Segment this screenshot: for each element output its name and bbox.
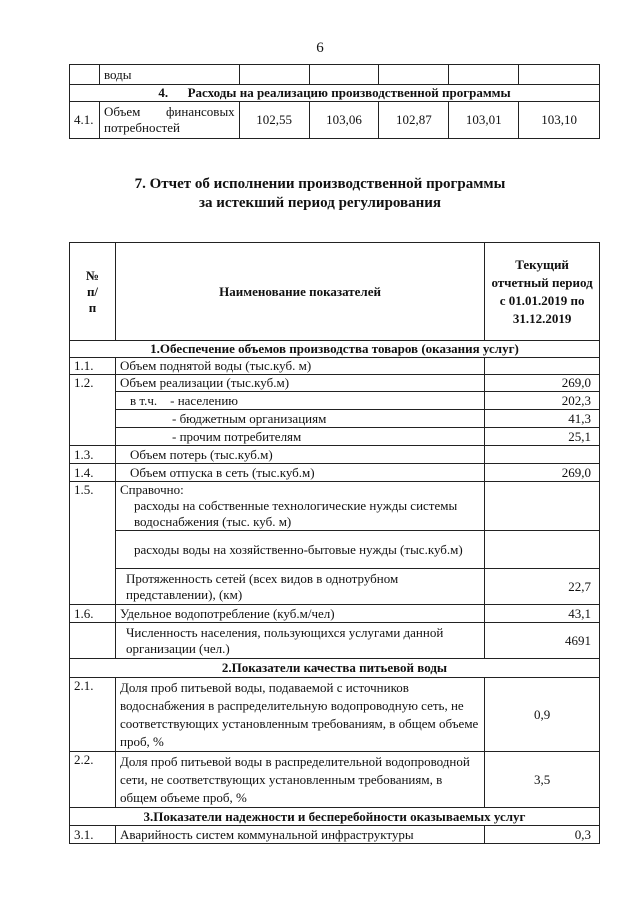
table-row: - бюджетным организациям 41,3 <box>70 410 600 428</box>
report-table <box>69 242 600 844</box>
table-row: 2.1. Доля проб питьевой воды, подаваемой с источников водоснабжения в распределительную водопроводную сеть, не соответствующих установленным требованиям, в общем объеме проб, % 0,9 <box>70 678 600 752</box>
table-row: 1.5. Справочно: расходы на собственные технологические нужды системы водоснабжения (тыс. куб. м) <box>70 482 600 531</box>
table-row: 1.4. Объем отпуска в сеть (тыс.куб.м) 269,0 <box>70 464 600 482</box>
table-row: - прочим потребителям 25,1 <box>70 428 600 446</box>
table-row: Численность населения, пользующихся услугами данной организации (чел.) 4691 <box>70 623 600 659</box>
section-number: 4. <box>158 85 169 100</box>
header-period: Текущий отчетный период с 01.01.2019 по 31.12.2019 <box>485 243 600 341</box>
value-cell: 102,55 <box>239 102 309 139</box>
header-row <box>70 243 600 341</box>
table-row: 3.1. Аварийность систем коммунальной инфраструктуры 0,3 <box>70 826 600 844</box>
value-cell: 103,10 <box>519 102 600 139</box>
section-title: Расходы на реализацию производственной программы <box>187 85 511 100</box>
section-row: 1.Обеспечение объемов производства товаров (оказания услуг) <box>70 341 600 358</box>
table-row: 1.3. Объем потерь (тыс.куб.м) <box>70 446 600 464</box>
program-expenses-table <box>69 64 600 139</box>
table-row: расходы воды на хозяйственно-бытовые нужды (тыс.куб.м) <box>70 531 600 569</box>
header-name: Наименование показателей <box>115 243 484 341</box>
table-row: 1.2. Объем реализации (тыс.куб.м) 269,0 <box>70 375 600 392</box>
table-row: 1.6. Удельное водопотребление (куб.м/чел) 43,1 <box>70 605 600 623</box>
value-cell: 102,87 <box>379 102 449 139</box>
report-title: 7. Отчет об исполнении производственной программы за истекший период регулирования <box>134 176 506 211</box>
section-row: 3.Показатели надежности и бесперебойности оказываемых услуг <box>70 808 600 826</box>
table-row: 1.1. Объем поднятой воды (тыс.куб. м) <box>70 358 600 375</box>
section-row: 2.Показатели качества питьевой воды <box>70 659 600 678</box>
header-number: № п/п <box>70 243 116 341</box>
value-cell: 103,01 <box>449 102 519 139</box>
table-row: в т.ч. - населению 202,3 <box>70 392 600 410</box>
row-number: 4.1. <box>70 102 100 139</box>
row-name: Объем финансовых потребностей <box>99 102 239 139</box>
table-row: Протяженность сетей (всех видов в однотрубном представлении), (км) 22,7 <box>70 569 600 605</box>
row-name: воды <box>99 65 239 85</box>
value-cell: 103,06 <box>309 102 379 139</box>
table-row <box>70 65 600 85</box>
section-row <box>70 85 600 102</box>
table-row: 2.2. Доля проб питьевой воды в распределительной водопроводной сети, не соответствующих установленным требованиям, в общем объеме проб, % 3,5 <box>70 752 600 808</box>
table-row <box>70 102 600 139</box>
page-number: 6 <box>316 40 324 56</box>
